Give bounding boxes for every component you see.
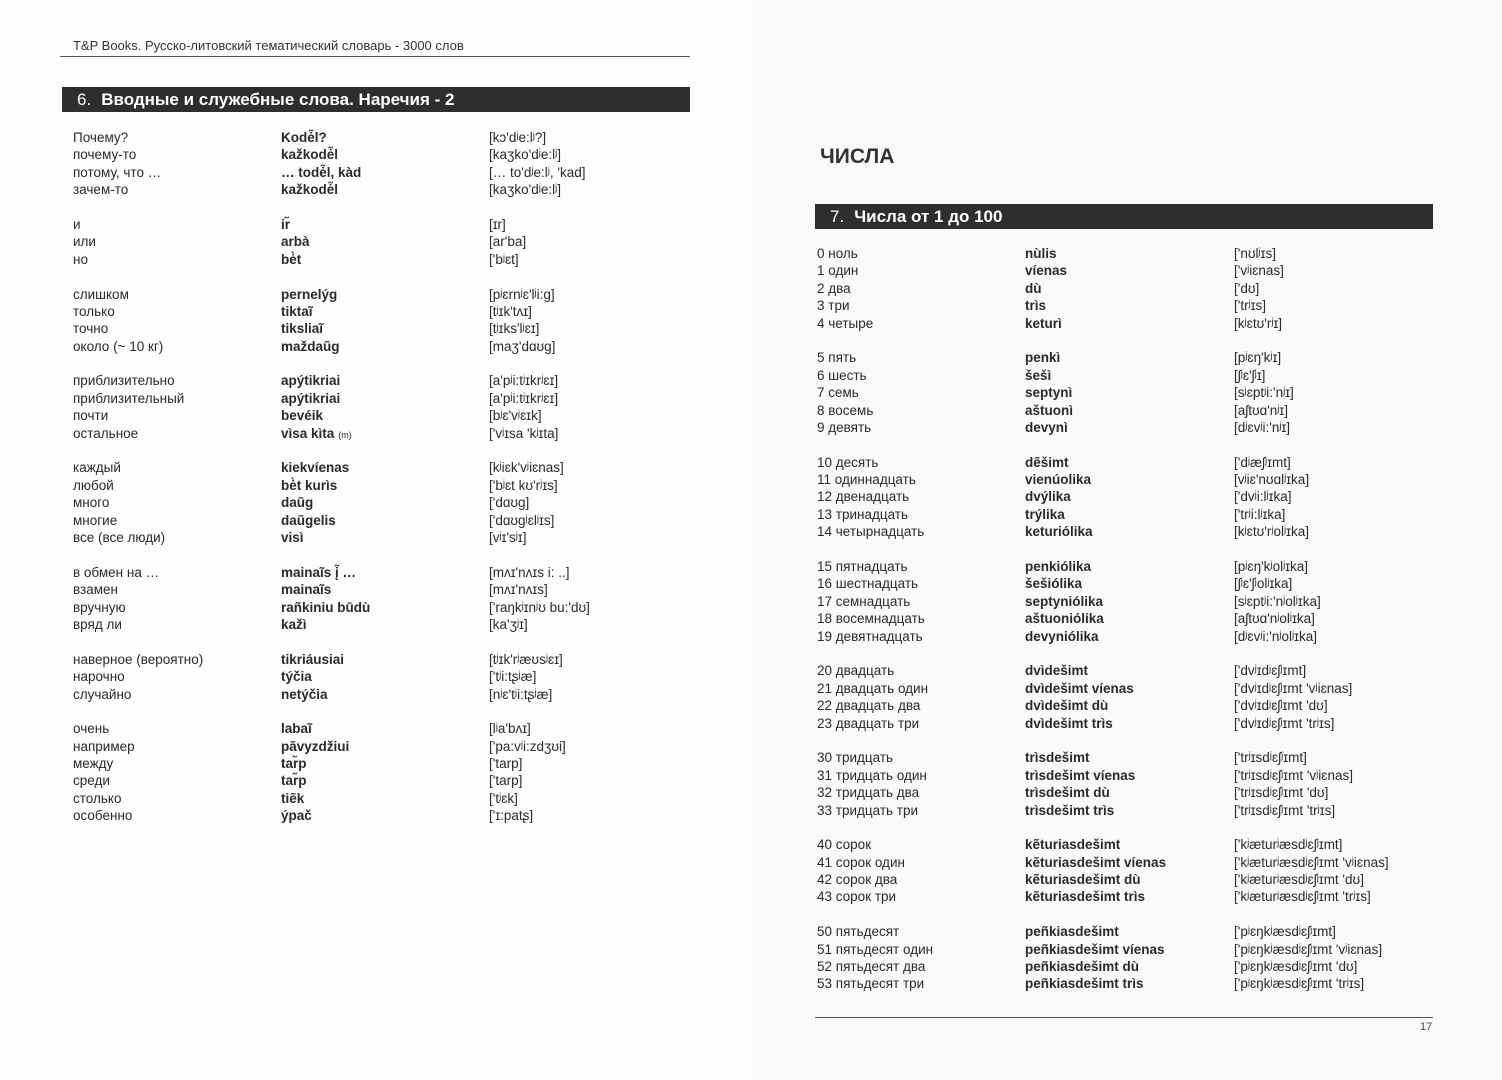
transcription: ['bʲɛt]: [489, 251, 519, 267]
transcription: [pʲɛŋ'kʲolʲɪka]: [1234, 559, 1309, 575]
transcription: [ʃʲɛ'ʃʲɪ]: [1234, 367, 1266, 383]
transcription: [tʲɪk'rʲæʊsʲɛɪ]: [489, 651, 563, 667]
russian-word: 10 десять: [817, 454, 879, 470]
transcription: [a'pʲi:tʲɪkrʲɛɪ]: [489, 373, 559, 389]
transcription: [nʲɛ'tʲi:tʂʲæ]: [489, 686, 553, 702]
transcription: [aʃtʊɑ'nʲɪ]: [1234, 402, 1288, 418]
russian-word: 41 сорок один: [817, 854, 905, 870]
transcription: [kaʒko'dʲe:lʲ]: [489, 147, 562, 163]
russian-word: 53 пятьдесят три: [817, 976, 925, 992]
transcription: ['tarp]: [489, 756, 523, 772]
russian-word: 22 двадцать два: [817, 698, 921, 714]
lithuanian-word: trìsdešimt dù: [1025, 785, 1110, 801]
right-page: [751, 0, 1502, 1080]
lithuanian-word: mainaĩs į̃ …: [281, 564, 357, 580]
lithuanian-word: … todė̃l, kàd: [281, 164, 362, 180]
transcription: [aʃtʊɑ'nʲolʲɪka]: [1234, 611, 1315, 627]
russian-word: 21 двадцать один: [817, 680, 929, 696]
russian-word: в обмен на …: [73, 564, 160, 580]
lithuanian-word: dvìdešimt: [1025, 663, 1089, 679]
russian-word: 15 пятнадцать: [817, 559, 908, 575]
russian-word: 11 одиннадцать: [817, 472, 916, 488]
lithuanian-word: peñkiasdešimt: [1025, 924, 1119, 940]
russian-word: приблизительно: [73, 373, 175, 389]
lithuanian-word: penkiólika: [1025, 559, 1092, 575]
left-page: [0, 0, 750, 1080]
lithuanian-word: ir̃: [281, 216, 291, 232]
lithuanian-word: kiekvíenas: [281, 460, 350, 476]
lithuanian-word: aštuoniólika: [1025, 611, 1104, 627]
russian-word: между: [73, 756, 114, 772]
russian-word: каждый: [73, 460, 121, 476]
lithuanian-word: septynì: [1025, 385, 1073, 401]
russian-word: 9 девять: [817, 419, 872, 435]
transcription: [ar'ba]: [489, 234, 527, 250]
transcription: ['dɑʊg]: [489, 495, 530, 511]
lithuanian-word: peñkiasdešimt trìs: [1025, 976, 1144, 992]
russian-word: много: [73, 495, 110, 511]
lithuanian-word: netýčia: [281, 686, 328, 702]
russian-word: слишком: [73, 286, 129, 302]
russian-word: 5 пять: [817, 350, 857, 366]
transcription: [ka'ʒʲɪ]: [489, 616, 528, 632]
lithuanian-word: kẽturiasdešimt: [1025, 837, 1121, 853]
russian-word: 12 двенадцать: [817, 489, 910, 505]
russian-word: 43 сорок три: [817, 889, 897, 905]
transcription: ['dvʲɪdʲɛʃʲɪmt 'trʲɪs]: [1234, 715, 1335, 731]
russian-word: 20 двадцать: [817, 663, 895, 679]
russian-word: все (все люди): [73, 529, 166, 545]
russian-word: Почему?: [73, 130, 129, 145]
russian-word: 1 один: [817, 263, 859, 279]
russian-word: почти: [73, 408, 109, 424]
transcription: [kaʒko'dʲe:lʲ]: [489, 182, 562, 198]
russian-word: 51 пятьдесят один: [817, 941, 934, 957]
lithuanian-word: týčia: [281, 669, 312, 685]
gender-tag: (m): [338, 429, 352, 440]
lithuanian-word: keturì: [1025, 315, 1062, 331]
transcription: ['dvʲɪdʲɛʃʲɪmt]: [1234, 663, 1307, 679]
running-head: T&P Books. Русско-литовский тематический словарь - 3000 слов: [73, 38, 464, 53]
lithuanian-word: keturiólika: [1025, 524, 1093, 540]
transcription: [bʲɛ'vʲɛɪk]: [489, 408, 542, 424]
lithuanian-word: bevéik: [281, 408, 324, 424]
transcription: ['dvʲi:lʲɪka]: [1234, 489, 1292, 505]
russian-word: 50 пятьдесят: [817, 924, 900, 940]
chapter-title: ЧИСЛА: [820, 145, 895, 168]
lithuanian-word-text: vìsa kìta: [281, 425, 335, 441]
transcription: [… to'dʲe:lʲ, 'kad]: [489, 164, 586, 180]
lithuanian-word: Kodė̃l?: [281, 130, 327, 145]
transcription: [pʲɛŋ'kʲɪ]: [1234, 350, 1282, 366]
transcription: ['vʲiɛnas]: [1234, 263, 1284, 279]
lithuanian-word: tiktaĩ: [281, 303, 313, 319]
lithuanian-word: tar̃p: [281, 773, 307, 789]
russian-word: и: [73, 216, 81, 232]
transcription: [dʲɛvʲi:'nʲɪ]: [1234, 419, 1291, 435]
russian-word: 14 четырнадцать: [817, 524, 925, 540]
transcription: ['trʲɪsdʲɛʃʲɪmt 'dʊ]: [1234, 785, 1329, 801]
russian-word: 52 пятьдесят два: [817, 959, 926, 975]
lithuanian-word: arbà: [281, 234, 310, 250]
lithuanian-word: devyniólika: [1025, 628, 1099, 644]
transcription: ['pʲɛŋkʲæsdʲɛʃʲɪmt]: [1234, 924, 1336, 940]
transcription: [tʲɪk'tʌɪ]: [489, 303, 532, 319]
russian-word: многие: [73, 512, 118, 528]
transcription: ['kʲæturʲæsdʲɛʃʲɪmt]: [1234, 837, 1343, 853]
lithuanian-word: tar̃p: [281, 756, 307, 772]
header-divider: [60, 56, 690, 57]
transcription: ['dvʲɪdʲɛʃʲɪmt 'dʊ]: [1234, 698, 1328, 714]
russian-word: вряд ли: [73, 616, 122, 632]
transcription: ['pʲɛŋkʲæsdʲɛʃʲɪmt 'dʊ]: [1234, 959, 1358, 975]
russian-word: 16 шестнадцать: [817, 576, 919, 592]
russian-word: 3 три: [817, 298, 850, 314]
transcription: ['tʲɛk]: [489, 790, 518, 806]
lithuanian-word: tiẽk: [281, 790, 305, 806]
section-number: 6.: [77, 90, 92, 109]
transcription: ['trʲi:lʲɪka]: [1234, 506, 1286, 522]
transcription: ['raŋkʲɪnʲʊ bu:'dʊ]: [489, 599, 590, 615]
lithuanian-word: trìsdešimt: [1025, 750, 1090, 766]
section-title: Вводные и служебные слова. Наречия - 2: [101, 90, 455, 109]
lithuanian-word: dẽšimt: [1025, 454, 1069, 470]
section-title: Числа от 1 до 100: [854, 207, 1003, 226]
transcription: ['dɑʊgʲɛlʲɪs]: [489, 512, 555, 528]
transcription: [vʲiɛ'nʊɑlʲɪka]: [1234, 472, 1310, 488]
russian-word: любой: [73, 477, 114, 493]
lithuanian-word: víenas: [1025, 263, 1068, 279]
lithuanian-word: pãvyzdžiui: [281, 738, 350, 754]
transcription: ['tarp]: [489, 773, 523, 789]
transcription: [sʲɛptʲi:'nʲɪ]: [1234, 385, 1294, 401]
russian-word: почему-то: [73, 147, 137, 163]
russian-word: взамен: [73, 582, 118, 598]
lithuanian-word: kẽturiasdešimt dù: [1025, 872, 1141, 888]
lithuanian-word: dù: [1025, 280, 1042, 296]
lithuanian-word: daũg: [281, 495, 314, 511]
lithuanian-word: šešì: [1025, 367, 1052, 383]
lithuanian-word: penkì: [1025, 350, 1061, 366]
lithuanian-word: nùlis: [1025, 246, 1057, 261]
lithuanian-word: rañkiniu būdù: [281, 599, 371, 615]
lithuanian-word: labaĩ: [281, 721, 312, 737]
russian-word: остальное: [73, 425, 139, 441]
transcription: ['trʲɪsdʲɛʃʲɪmt 'vʲiɛnas]: [1234, 767, 1354, 783]
russian-word: или: [73, 234, 96, 250]
russian-word: зачем-то: [73, 182, 129, 198]
transcription: [a'pʲi:tʲɪkrʲɛɪ]: [489, 390, 559, 406]
russian-word: 8 восемь: [817, 402, 874, 418]
transcription: [sʲɛptʲi:'nʲolʲɪka]: [1234, 593, 1321, 609]
lithuanian-word: bė̀t kurìs: [281, 477, 338, 493]
lithuanian-word: devynì: [1025, 419, 1068, 435]
russian-word: 0 ноль: [817, 246, 858, 261]
lithuanian-word: trìs: [1025, 298, 1047, 314]
russian-word: например: [73, 738, 135, 754]
transcription: [mʌɪ'nʌɪs]: [489, 582, 548, 598]
russian-word: 18 восемнадцать: [817, 611, 925, 627]
lithuanian-word: maždaũg: [281, 338, 340, 354]
russian-word: особенно: [73, 808, 133, 824]
russian-word: случайно: [73, 686, 132, 702]
transcription: [pʲɛrnʲɛ'lʲi:g]: [489, 286, 555, 302]
transcription: [kʲɛtʊ'rʲolʲɪka]: [1234, 524, 1309, 540]
lithuanian-word: visì: [281, 529, 304, 545]
lithuanian-word: bė̀t: [281, 251, 302, 267]
transcription: [maʒ'dɑʊg]: [489, 338, 556, 354]
transcription: ['trʲɪs]: [1234, 298, 1267, 314]
russian-word: 13 тринадцать: [817, 506, 908, 522]
russian-word: 7 семь: [817, 385, 859, 401]
lithuanian-word: trýlika: [1025, 506, 1065, 522]
page-number: 17: [1420, 1021, 1433, 1033]
transcription: ['kʲæturʲæsdʲɛʃʲɪmt 'trʲɪs]: [1234, 889, 1371, 905]
lithuanian-word: septyniólika: [1025, 593, 1104, 609]
russian-word: столько: [73, 790, 122, 806]
lithuanian-word: trìsdešimt víenas: [1025, 767, 1136, 783]
transcription: [lʲa'bʌɪ]: [489, 721, 531, 737]
lithuanian-word: apýtikriai: [281, 390, 341, 406]
russian-word: 33 тридцать три: [817, 802, 919, 818]
footer-divider: [815, 1017, 1433, 1018]
lithuanian-word: kažkodė̃l: [281, 147, 339, 163]
russian-word: 6 шесть: [817, 367, 867, 383]
transcription: [dʲɛvʲi:'nʲolʲɪka]: [1234, 628, 1317, 644]
transcription: ['tʲi:tʂʲæ]: [489, 669, 537, 685]
russian-word: 2 два: [817, 280, 851, 296]
transcription: ['pa:vʲi:zdʒʊi]: [489, 738, 566, 754]
lithuanian-word: ýpač: [281, 808, 312, 824]
lithuanian-word: [281, 425, 352, 444]
transcription: ['dʊ]: [1234, 280, 1260, 296]
lithuanian-word: kẽturiasdešimt víenas: [1025, 854, 1167, 870]
lithuanian-word: daũgelis: [281, 512, 336, 528]
russian-word: 4 четыре: [817, 315, 874, 331]
russian-word: 23 двадцать три: [817, 715, 920, 731]
russian-word: вручную: [73, 599, 126, 615]
lithuanian-word: peñkiasdešimt dù: [1025, 959, 1140, 975]
russian-word: 31 тридцать один: [817, 767, 927, 783]
transcription: ['dʲæʃʲɪmt]: [1234, 454, 1291, 470]
lithuanian-word: tiksliaĩ: [281, 321, 324, 337]
russian-word: точно: [73, 321, 109, 337]
transcription: [ɪr]: [489, 216, 506, 232]
transcription: ['pʲɛŋkʲæsdʲɛʃʲɪmt 'trʲɪs]: [1234, 976, 1365, 992]
russian-word: около (~ 10 кг): [73, 338, 164, 354]
lithuanian-word: dvìdešimt víenas: [1025, 680, 1134, 696]
russian-word: среди: [73, 773, 110, 789]
lithuanian-word: dvìdešimt trìs: [1025, 715, 1113, 731]
transcription: ['vʲɪsa 'kʲɪta]: [489, 425, 559, 441]
transcription: ['trʲɪsdʲɛʃʲɪmt]: [1234, 750, 1307, 766]
transcription: ['nʊlʲɪs]: [1234, 246, 1276, 261]
section-heading: [62, 87, 690, 112]
transcription: [tʲɪks'lʲɛɪ]: [489, 321, 540, 337]
transcription: [ʃʲɛ'ʃʲolʲɪka]: [1234, 576, 1293, 592]
transcription: ['trʲɪsdʲɛʃʲɪmt 'trʲɪs]: [1234, 802, 1336, 818]
lithuanian-word: vienúolika: [1025, 472, 1092, 488]
lithuanian-word: šešiólika: [1025, 576, 1083, 592]
lithuanian-word: apýtikriai: [281, 373, 341, 389]
lithuanian-word: trìsdešimt trìs: [1025, 802, 1115, 818]
russian-word: наверное (вероятно): [73, 651, 204, 667]
russian-word: 42 сорок два: [817, 872, 898, 888]
transcription: ['bʲɛt kʊ'rʲɪs]: [489, 477, 558, 493]
transcription: ['kʲæturʲæsdʲɛʃʲɪmt 'vʲiɛnas]: [1234, 854, 1389, 870]
lithuanian-word: dvìdešimt dù: [1025, 698, 1109, 714]
transcription: [kʲɛtʊ'rʲɪ]: [1234, 315, 1283, 331]
russian-word: нарочно: [73, 669, 125, 685]
transcription: ['dvʲɪdʲɛʃʲɪmt 'vʲiɛnas]: [1234, 680, 1353, 696]
russian-word: приблизительный: [73, 390, 185, 406]
russian-word: только: [73, 303, 115, 319]
russian-word: 30 тридцать: [817, 750, 894, 766]
russian-word: очень: [73, 721, 110, 737]
lithuanian-word: pernelýg: [281, 286, 338, 302]
lithuanian-word: kažì: [281, 616, 307, 632]
transcription: [kʲiɛk'vʲiɛnas]: [489, 460, 564, 476]
lithuanian-word: peñkiasdešimt víenas: [1025, 941, 1165, 957]
lithuanian-word: kẽturiasdešimt trìs: [1025, 889, 1146, 905]
russian-word: 32 тридцать два: [817, 785, 920, 801]
transcription: ['ɪ:patʂ]: [489, 808, 534, 824]
transcription: [kɔ'dʲe:lʲ?]: [489, 130, 547, 145]
russian-word: 19 девятнадцать: [817, 628, 923, 644]
russian-word: потому, что …: [73, 164, 162, 180]
transcription: [vʲɪ'sʲɪ]: [489, 529, 527, 545]
russian-word: 40 сорок: [817, 837, 872, 853]
section-heading: [815, 204, 1433, 229]
russian-word: 17 семнадцать: [817, 593, 911, 609]
lithuanian-word: aštuonì: [1025, 402, 1074, 418]
lithuanian-word: dvýlika: [1025, 489, 1071, 505]
lithuanian-word: kažkodė̃l: [281, 182, 339, 198]
lithuanian-word: tikriáusiai: [281, 651, 345, 667]
section-number: 7.: [830, 207, 845, 226]
lithuanian-word: mainaĩs: [281, 582, 332, 598]
transcription: ['pʲɛŋkʲæsdʲɛʃʲɪmt 'vʲiɛnas]: [1234, 941, 1383, 957]
transcription: ['kʲæturʲæsdʲɛʃʲɪmt 'dʊ]: [1234, 872, 1364, 888]
russian-word: но: [73, 251, 88, 267]
transcription: [mʌɪ'nʌɪs i: ..]: [489, 564, 570, 580]
